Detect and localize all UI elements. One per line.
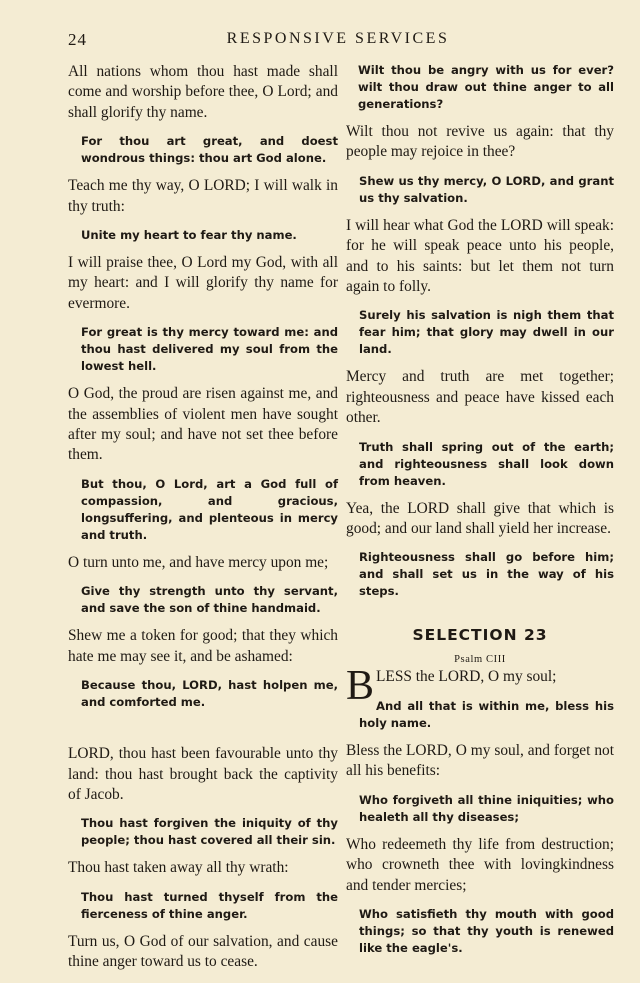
response-line: For great is thy mercy toward me: and thou hast delivered my soul from the lowest hell. (81, 325, 338, 374)
reading-line: Thou hast taken away all thy wrath: (68, 859, 289, 877)
left-column (68, 62, 338, 983)
right-column (346, 62, 614, 966)
drop-cap: B (346, 663, 375, 710)
psalm-reference: Psalm CIII (454, 654, 506, 666)
response-line: And all that is within me, bless his holy name. (359, 698, 614, 730)
reading-line: Yea, the LORD shall give that which is good; and our land shall yield her increase. (346, 499, 614, 538)
response-line: Who forgiveth all thine iniquities; who healeth all thy diseases; (359, 792, 614, 824)
page-number: 24 (68, 30, 87, 49)
reading-line: O God, the proud are risen against me, and the assemblies of violent men have sought after my soul; and have not set thee before them. (68, 385, 338, 464)
response-line: But thou, O Lord, art a God full of compassion, and gracious, longsuffering, and plenteous in mercy and truth. (81, 476, 338, 542)
response-line: Wilt thou be angry with us for ever? wilt thou draw out thine anger to all generations? (358, 63, 614, 111)
reading-line: I will praise thee, O Lord my God, with all my heart: and I will glorify thy name for evermore. (68, 254, 338, 312)
page-header (68, 30, 608, 50)
reading-line: LORD, thou hast been favourable unto thy land: thou hast brought back the captivity of Jacob. (68, 745, 338, 803)
running-title: RESPONSIVE SERVICES (226, 30, 450, 47)
selection-title: SELECTION 23 (412, 626, 548, 645)
response-line: Unite my heart to fear thy name. (81, 228, 297, 243)
response-line: Shew us thy mercy, O LORD, and grant us thy salvation. (359, 173, 614, 205)
response-line: Surely his salvation is nigh them that fear him; that glory may dwell in our land. (359, 308, 614, 357)
opening-line-text: LESS the LORD, O my soul; (376, 668, 557, 686)
reading-line: I will hear what God the LORD will speak: for he will speak peace unto his people, and to his saints: but let them not turn again to folly. (346, 216, 614, 296)
reading-line: Teach me thy way, O LORD; I will walk in thy truth: (68, 177, 338, 215)
reading-line: O turn unto me, and have mercy upon me; (68, 553, 329, 571)
response-line: Who satisfieth thy mouth with good things; so that thy youth is renewed like the eagle's. (359, 906, 614, 955)
reading-line: Bless the LORD, O my soul, and forget not all his benefits: (346, 741, 614, 780)
reading-line: Wilt thou not revive us again: that thy people may rejoice in thee? (346, 123, 614, 161)
reading-line: All nations whom thou hast made shall come and worship before thee, O Lord; and shall glorify thy name. (68, 63, 338, 121)
response-line: Give thy strength unto thy servant, and save the son of thine handmaid. (81, 584, 338, 616)
response-line: Thou hast turned thyself from the fierceness of thine anger. (81, 889, 338, 921)
response-line: Truth shall spring out of the earth; and righteousness shall look down from heaven. (359, 439, 614, 488)
response-line: Thou hast forgiven the iniquity of thy people; thou hast covered all their sin. (81, 816, 338, 848)
response-line: For thou art great, and doest wondrous things: thou art God alone. (81, 134, 338, 166)
response-line: Righteousness shall go before him; and shall set us in the way of his steps. (359, 550, 614, 599)
reading-line: Who redeemeth thy life from destruction; who crowneth thee with lovingkindness and tender mercies; (346, 835, 614, 894)
response-line: Because thou, LORD, hast holpen me, and comforted me. (81, 678, 338, 710)
reading-line: Shew me a token for good; that they which hate me may see it, and be ashamed: (68, 627, 338, 665)
reading-line: Mercy and truth are met together; righteousness and peace have kissed each other. (346, 368, 614, 427)
opening-line (346, 663, 614, 710)
section-gap (68, 720, 338, 744)
reading-line: Turn us, O God of our salvation, and cause thine anger toward us to cease. (68, 932, 338, 971)
